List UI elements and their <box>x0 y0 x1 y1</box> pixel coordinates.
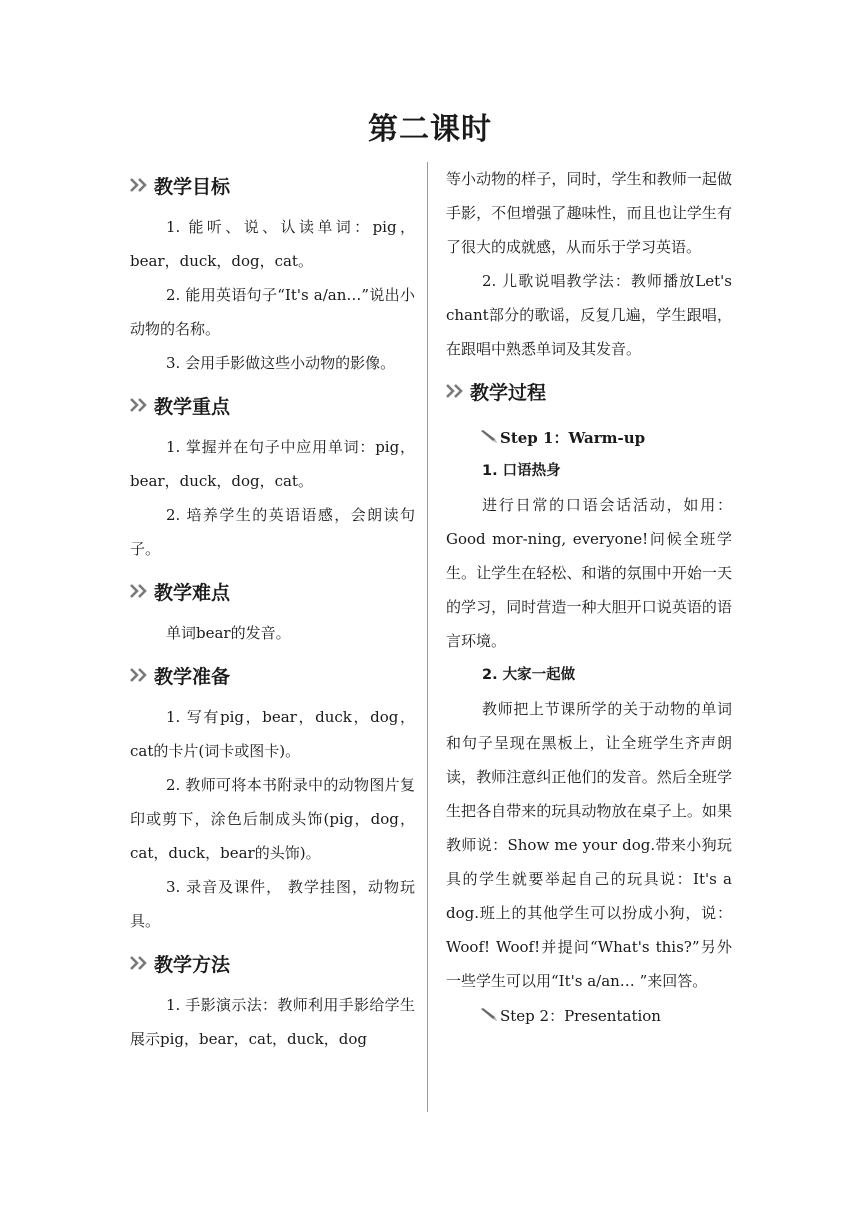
double-chevron-icon <box>130 398 150 412</box>
method-2: 2. 儿歌说唱教学法：教师播放Let's chant部分的歌谣，反复几遍，学生跟唱，在跟唱中熟悉单词及其发音。 <box>446 272 732 358</box>
paragraph-warmup: 进行日常的口语会话活动，如用：Good mor-ning, everyone!问候全班学生。让学生在轻松、和谐的氛围中开始一天的学习，同时营造一种大胆开口说英语的语言环境。 <box>446 496 732 650</box>
step-label: Step 1：Warm-up <box>500 428 646 447</box>
step-label: Step 2：Presentation <box>500 1006 661 1025</box>
section-heading-preparation <box>130 658 415 692</box>
left-column <box>130 168 415 1056</box>
section-title: 教学准备 <box>154 665 231 688</box>
section-title: 教学过程 <box>470 381 547 404</box>
method-1: 1. 手影演示法：教师利用手影给学生展示pig，bear，cat，duck，dog <box>130 996 415 1048</box>
objective-3: 3. 会用手影做这些小动物的影像。 <box>166 354 396 372</box>
preparation-2: 2. 教师可将本书附录中的动物图片复印或剪下，涂色后制成头饰(pig，dog，cat，duck，bear的头饰)。 <box>130 776 415 862</box>
paragraph-activity: 教师把上节课所学的关于动物的单词和句子呈现在黑板上，让全班学生齐声朗读，教师注意纠正他们的发音。然后全班学生把各自带来的玩具动物放在桌子上。如果教师说：Show me your dog.带来小狗玩具的学生就要举起自己的玩具说：It's a dog.班上的其他学生可以扮成小狗，说：Woof! Woof!并提问“What's this?”另外一些学生可以用“It's a/an… ”来回答。 <box>446 700 732 990</box>
objective-2: 2. 能用英语句子“It's a/an…”说出小动物的名称。 <box>130 286 415 338</box>
double-chevron-icon <box>446 384 466 398</box>
preparation-1: 1. 写有pig，bear，duck，dog，cat的卡片(词卡或图卡)。 <box>130 708 415 760</box>
double-chevron-icon <box>130 956 150 970</box>
step-2-heading <box>446 998 732 1032</box>
section-heading-methods <box>130 946 415 980</box>
double-chevron-icon <box>130 668 150 682</box>
pencil-icon <box>480 430 498 444</box>
subheading-1: 1. 口语热身 <box>482 463 561 479</box>
key-point-2: 2. 培养学生的英语语感，会朗读句子。 <box>130 506 415 558</box>
section-title: 教学方法 <box>154 953 231 976</box>
pencil-icon <box>480 1008 498 1022</box>
double-chevron-icon <box>130 584 150 598</box>
column-divider <box>427 162 428 1112</box>
section-title: 教学目标 <box>154 175 231 198</box>
section-heading-difficulties <box>130 574 415 608</box>
difficulty-1: 单词bear的发音。 <box>166 624 291 642</box>
section-heading-key-points <box>130 388 415 422</box>
step-1-heading <box>446 420 732 454</box>
method-1-continued: 等小动物的样子，同时，学生和教师一起做手影，不但增强了趣味性，而且也让学生有了很大的成就感，从而乐于学习英语。 <box>446 170 732 256</box>
page-title: 第二课时 <box>368 112 492 147</box>
preparation-3: 3. 录音及课件， 教学挂图，动物玩具。 <box>130 878 415 930</box>
right-column <box>446 162 732 1032</box>
section-title: 教学重点 <box>154 395 231 418</box>
section-heading-objectives <box>130 168 415 202</box>
double-chevron-icon <box>130 178 150 192</box>
key-point-1: 1. 掌握并在句子中应用单词：pig，bear，duck，dog，cat。 <box>130 438 415 490</box>
subheading-2: 2. 大家一起做 <box>482 667 576 683</box>
section-heading-process <box>446 374 732 408</box>
section-title: 教学难点 <box>154 581 231 604</box>
objective-1: 1. 能听、说、认读单词：pig，bear，duck，dog，cat。 <box>130 218 415 270</box>
